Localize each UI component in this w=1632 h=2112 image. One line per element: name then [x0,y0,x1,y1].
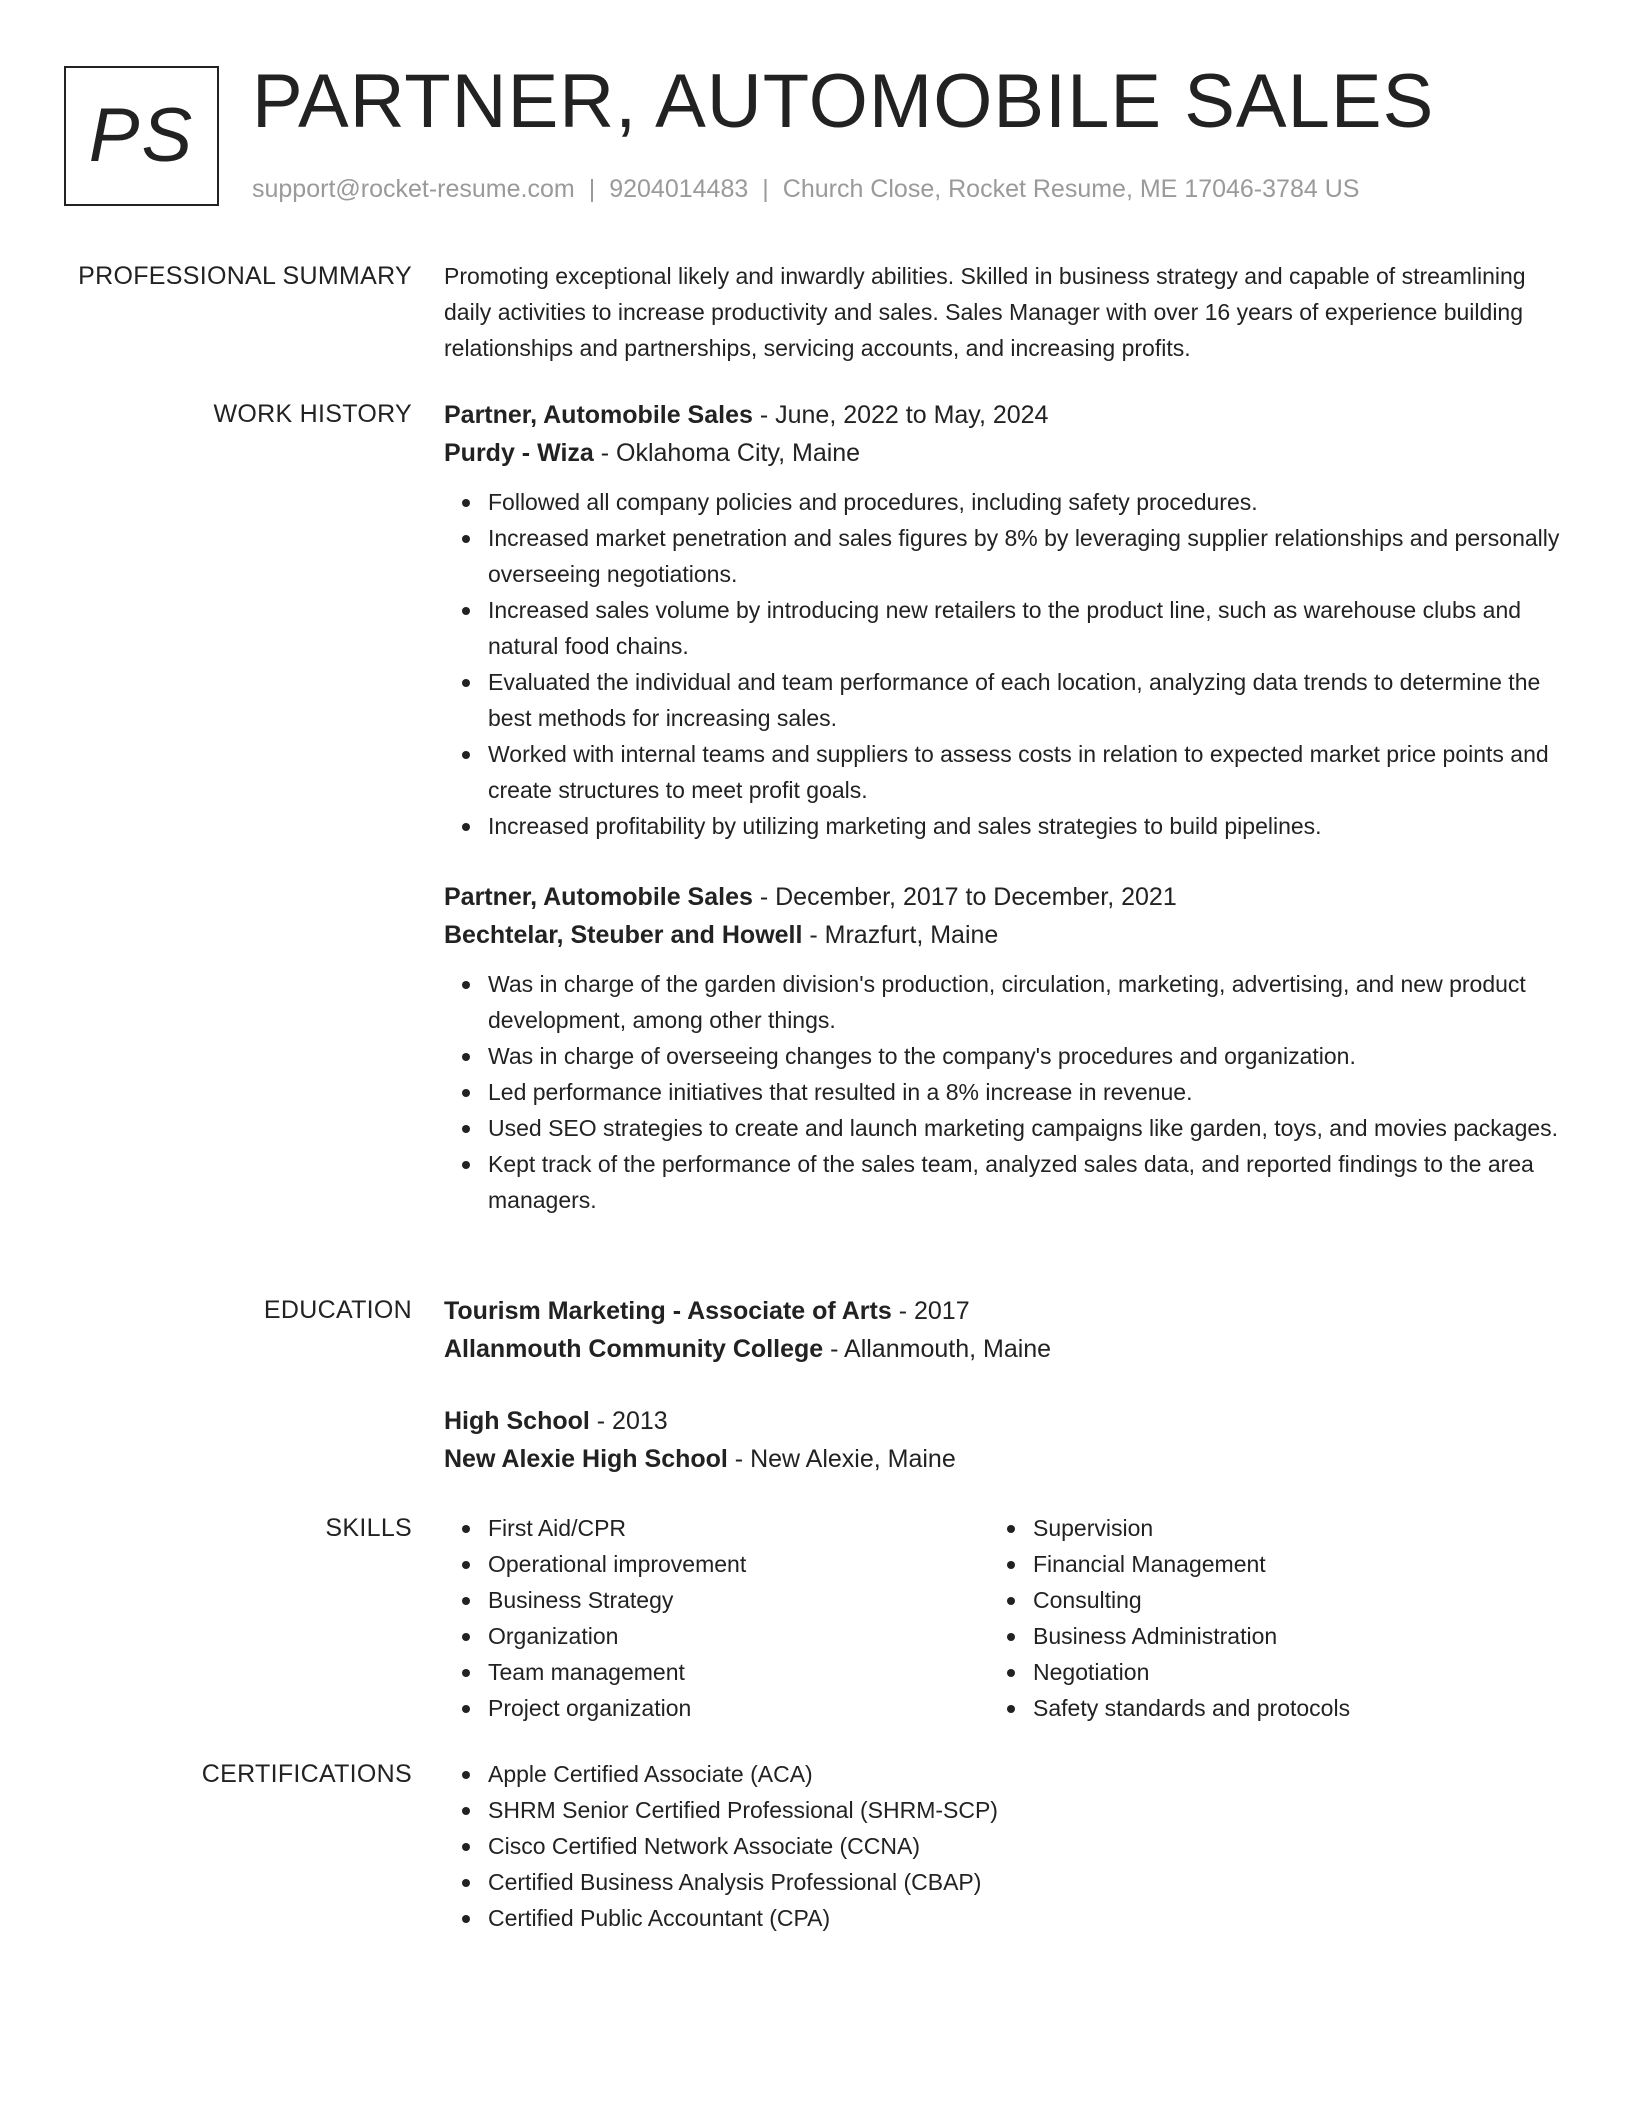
list-item: Financial Management [1033,1546,1534,1582]
list-item: Certified Public Accountant (CPA) [488,1900,1564,1936]
education-body [444,1292,1564,1478]
list-item: Used SEO strategies to create and launch marketing campaigns like garden, toys, and movies packages. [488,1110,1564,1146]
list-item: Team management [488,1654,989,1690]
job-company: Purdy - Wiza [444,439,594,467]
contact-separator: | [762,175,769,203]
list-item: Project organization [488,1690,989,1726]
contact-line [252,172,1359,206]
job-bullets [444,484,1564,844]
edu-school-line [444,1330,1564,1368]
contact-address: Church Close, Rocket Resume, ME 17046-3784 US [782,175,1360,203]
list-item: First Aid/CPR [488,1510,989,1546]
skills-column-left [444,1510,989,1726]
monogram-box [64,66,219,206]
job-company-line [444,916,1564,954]
list-item: Evaluated the individual and team performance of each location, analyzing data trends to determine the best methods for increasing sales. [488,664,1564,736]
edu-degree: Tourism Marketing - Associate of Arts [444,1297,892,1325]
monogram-initials: PS [88,93,195,178]
edu-school-line [444,1440,1564,1478]
job-title: Partner, Automobile Sales [444,883,753,911]
job-location: - Mrazfurt, Maine [802,921,999,949]
job-title: Partner, Automobile Sales [444,401,753,429]
job-company: Bechtelar, Steuber and Howell [444,921,803,949]
skills-column-right [989,1510,1534,1726]
list-item: Consulting [1033,1582,1534,1618]
certifications-body [444,1756,1564,1936]
edu-degree: High School [444,1407,590,1435]
list-item: Safety standards and protocols [1033,1690,1534,1726]
section-label: PROFESSIONAL SUMMARY [78,262,412,290]
education-entry [444,1292,1564,1368]
edu-school: Allanmouth Community College [444,1335,824,1363]
list-item: Kept track of the performance of the sales team, analyzed sales data, and reported findings to the area managers. [488,1146,1564,1218]
list-item: Apple Certified Associate (ACA) [488,1756,1564,1792]
skills-list [444,1510,989,1726]
section-label: EDUCATION [263,1296,412,1324]
list-item: Business Strategy [488,1582,989,1618]
job-title-line [444,878,1564,916]
section-label: WORK HISTORY [213,400,412,428]
list-item: Was in charge of overseeing changes to the company's procedures and organization. [488,1038,1564,1074]
edu-location: - New Alexie, Maine [727,1445,956,1473]
edu-degree-line [444,1292,1564,1330]
list-item: Followed all company policies and procedures, including safety procedures. [488,484,1564,520]
job-bullets [444,966,1564,1218]
job-entry [444,396,1564,844]
section-label: CERTIFICATIONS [201,1760,412,1788]
contact-phone: 9204014483 [609,175,749,203]
edu-year: - 2017 [891,1297,970,1325]
work-history-body [444,396,1564,1218]
summary-text: Promoting exceptional likely and inwardly abilities. Skilled in business strategy and capable of streamlining daily activities to increase productivity and sales. Sales Manager with over 16 years of experience building relationships and partnerships, servicing accounts, and increasing profits. [444,263,1526,361]
summary-body [444,258,1564,366]
list-item: Increased market penetration and sales figures by 8% by leveraging supplier relationships and personally overseeing negotiations. [488,520,1564,592]
list-item: SHRM Senior Certified Professional (SHRM-SCP) [488,1792,1564,1828]
list-item: Organization [488,1618,989,1654]
edu-degree-line [444,1402,1564,1440]
contact-separator: | [588,175,596,203]
job-title-line [444,396,1564,434]
edu-year: - 2013 [589,1407,668,1435]
education-entry [444,1402,1564,1478]
job-location: - Oklahoma City, Maine [593,439,861,467]
certifications-list [444,1756,1564,1936]
list-item: Was in charge of the garden division's production, circulation, marketing, advertising, and new product development, among other things. [488,966,1564,1038]
job-entry [444,878,1564,1218]
list-item: Negotiation [1033,1654,1534,1690]
list-item: Certified Business Analysis Professional (CBAP) [488,1864,1564,1900]
list-item: Operational improvement [488,1546,989,1582]
resume-title: PARTNER, AUTOMOBILE SALES [252,59,1435,144]
edu-location: - Allanmouth, Maine [823,1335,1052,1363]
edu-school: New Alexie High School [444,1445,728,1473]
list-item: Business Administration [1033,1618,1534,1654]
skills-grid [444,1510,1564,1726]
contact-email: support@rocket-resume.com [252,175,575,203]
list-item: Worked with internal teams and suppliers to assess costs in relation to expected market price points and create structures to meet profit goals. [488,736,1564,808]
list-item: Increased profitability by utilizing marketing and sales strategies to build pipelines. [488,808,1564,844]
skills-list [989,1510,1534,1726]
skills-body [444,1510,1564,1726]
list-item: Supervision [1033,1510,1534,1546]
list-item: Cisco Certified Network Associate (CCNA) [488,1828,1564,1864]
job-dates: - December, 2017 to December, 2021 [752,883,1177,911]
list-item: Increased sales volume by introducing new retailers to the product line, such as warehouse clubs and natural food chains. [488,592,1564,664]
job-dates: - June, 2022 to May, 2024 [752,401,1049,429]
list-item: Led performance initiatives that resulted in a 8% increase in revenue. [488,1074,1564,1110]
section-label: SKILLS [325,1514,412,1542]
job-company-line [444,434,1564,472]
